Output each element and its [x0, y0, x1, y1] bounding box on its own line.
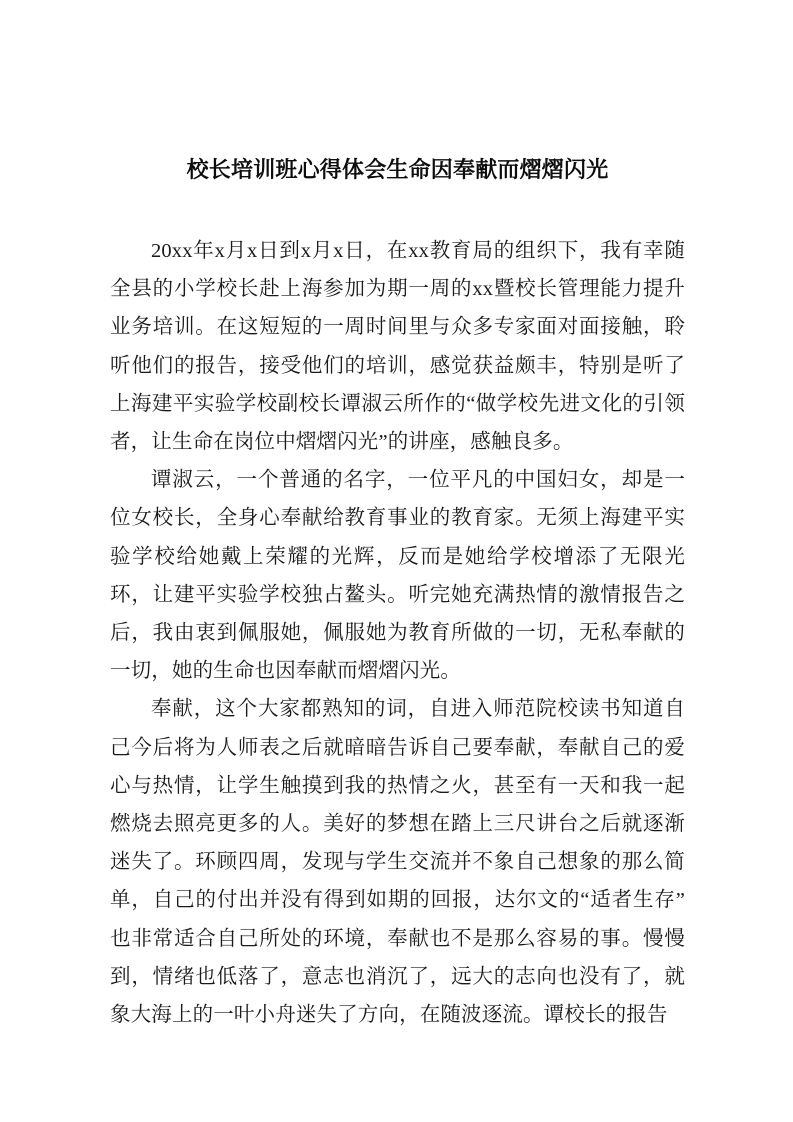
page-title: 校长培训班心得体会生命因奉献而熠熠闪光: [186, 157, 609, 182]
title-body-spacer: [110, 185, 685, 232]
document-body: [110, 0, 685, 1034]
body-paragraph-2: 谭淑云，一个普通的名字，一位平凡的中国妇女，却是一位女校长，全身心奉献给教育事业的教育家。无须上海建平实验学校给她戴上荣耀的光辉，反而是她给学校增添了无限光环，让建平实验学校独占鳌头。听完她充满热情的激情报告之后，我由衷到佩服她，佩服她为教育所做的一切，无私奉献的一切，她的生命也因奉献而熠熠闪光。: [110, 469, 685, 683]
body-paragraph-1: 20xx年x月x日到x月x日，在xx教育局的组织下，我有幸随全县的小学校长赴上海参加为期一周的xx暨校长管理能力提升业务培训。在这短短的一周时间里与众多专家面对面接触，聆听他们的报告，接受他们的培训，感觉获益颇丰，特别是听了上海建平实验学校副校长谭淑云所作的“做学校先进文化的引领者，让生命在岗位中熠熠闪光”的讲座，感触良多。: [110, 240, 685, 454]
body-paragraph-3: 奉献，这个大家都熟知的词，自进入师范院校读书知道自己今后将为人师表之后就暗暗告诉自己要奉献，奉献自己的爱心与热情，让学生触摸到我的热情之火，甚至有一天和我一起燃烧去照亮更多的人。美好的梦想在踏上三尺讲台之后就逐渐迷失了。环顾四周，发现与学生交流并不象自己想象的那么简单，自己的付出并没有得到如期的回报，达尔文的“适者生存”也非常适合自己所处的环境，奉献也不是那么容易的事。慢慢到，情绪也低落了，意志也消沉了，远大的志向也没有了，就象大海上的一叶小舟迷失了方向，在随波逐流。谭校长的报告: [110, 698, 685, 1027]
